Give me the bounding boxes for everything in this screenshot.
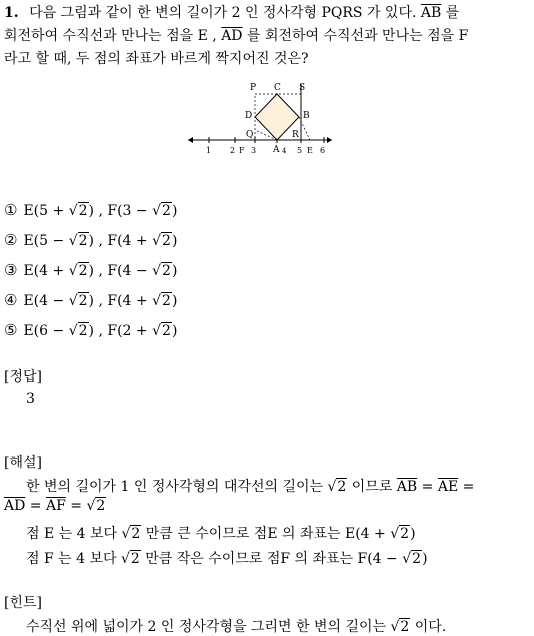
tick-f: F	[239, 146, 245, 155]
label-b: B	[303, 111, 310, 121]
label-p: P	[250, 83, 257, 93]
label-q: Q	[246, 130, 254, 140]
number-line-figure	[180, 78, 340, 160]
choice-5[interactable]: ⑤ E(6 − √2) , F(2 + √2)	[4, 321, 178, 339]
tick-6: 6	[320, 146, 326, 155]
tick-1: 1	[206, 146, 212, 155]
hint-label: [힌트]	[4, 595, 42, 611]
segment-ad: $\overline{AD}$	[221, 28, 243, 44]
choice-mark: ③	[4, 261, 18, 279]
choice-2[interactable]: ② E(5 − √2) , F(4 + √2)	[4, 231, 178, 249]
tick-e: E	[307, 146, 313, 155]
problem-line-3	[4, 48, 309, 68]
segment-ab: $\overline{AB}$	[420, 5, 442, 21]
problem-number: 1.	[4, 5, 19, 21]
problem-text-2b: 를 회전하여 수직선과 만나는 점을 F	[246, 28, 469, 44]
problem-text-3: 라고 할 때, 두 점의 좌표가 바르게 짝지어진 것은?	[4, 51, 309, 67]
explanation-line-4: 점 F 는 4 보다 √2 만큼 작은 수이므로 점F 의 좌표는 F(4 − √2)	[26, 551, 428, 567]
label-d: D	[245, 111, 253, 121]
answer-value: 3	[26, 391, 35, 407]
explanation-line-1: 한 변의 길이가 1 인 정사각형의 대각선의 길이는 √2 이므로 $\overline{AB} = \overline{AE}$ =	[26, 479, 475, 495]
problem-text-2: 회전하여 수직선과 만나는 점을 E ,	[4, 28, 217, 44]
explanation-label: [해설]	[4, 455, 42, 471]
choice-mark: ⑤	[4, 321, 18, 339]
explanation-line-3: 점 E 는 4 보다 √2 만큼 큰 수이므로 점E 의 좌표는 E(4 + √2)	[26, 526, 416, 542]
label-r: R	[292, 130, 299, 140]
tick-3: 3	[251, 146, 257, 155]
choice-3[interactable]: ③ E(4 + √2) , F(4 − √2)	[4, 261, 178, 279]
tick-5: 5	[297, 146, 303, 155]
label-a: A	[273, 145, 280, 155]
arrow-left-icon	[188, 137, 193, 143]
choice-1[interactable]: ① E(5 + √2) , F(3 − √2)	[4, 201, 178, 219]
problem-text-1: 다음 그림과 같이 한 변의 길이가 2 인 정사각형 PQRS 가 있다.	[29, 5, 417, 21]
choice-mark: ①	[4, 201, 18, 219]
explanation-line-2: $\overline{AD} = \overline{AF} = √2$	[4, 498, 106, 514]
answer-label: [정답]	[4, 369, 42, 385]
choice-mark: ④	[4, 291, 18, 309]
hint-line-1: 수직선 위에 넓이가 2 인 정사각형을 그리면 한 변의 길이는 √2 이다.	[26, 619, 447, 635]
tick-2: 2	[230, 146, 236, 155]
label-c: C	[274, 83, 281, 93]
tick-4: 4	[282, 147, 287, 155]
problem-line-1	[4, 2, 459, 22]
problem-line-2	[4, 25, 468, 45]
arrow-right-icon	[327, 137, 332, 143]
label-s: S	[299, 83, 306, 93]
choice-mark: ②	[4, 231, 18, 249]
problem-text-1b: 를	[445, 5, 460, 21]
choice-4[interactable]: ④ E(4 − √2) , F(4 + √2)	[4, 291, 178, 309]
